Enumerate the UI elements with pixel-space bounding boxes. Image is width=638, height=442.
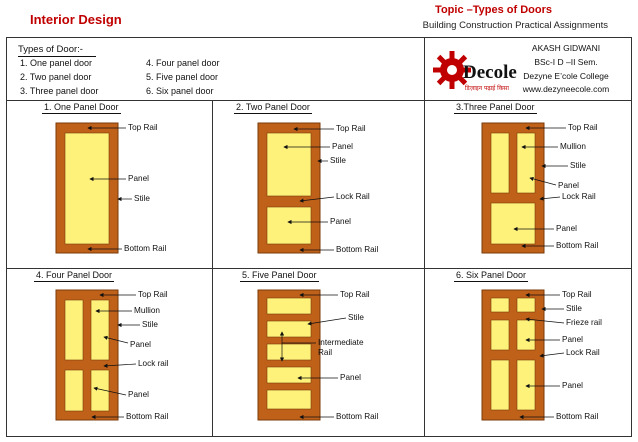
label-stile: Stile [330, 156, 346, 165]
author-name: AKASH GIDWANI [531, 43, 601, 53]
label-stile: Stile [570, 161, 586, 170]
author-class: BSc-I D –II Sem. [534, 57, 598, 67]
label-stile: Stile [142, 320, 158, 329]
label-bottom-rail: Bottom Rail [556, 241, 599, 250]
type-item-4: 4. Four panel door [146, 58, 220, 68]
label-bottom-rail: Bottom Rail [556, 412, 599, 421]
label-panel: Panel [562, 335, 583, 344]
label-bottom-rail: Bottom Rail [126, 412, 169, 421]
label-panel: Panel [128, 174, 149, 183]
label-bottom-rail: Bottom Rail [336, 245, 379, 254]
svg-text:Decole: Decole [463, 62, 517, 83]
type-item-1: 1. One panel door [20, 58, 93, 68]
label-panel: Panel [130, 340, 151, 349]
label-panel: Panel [558, 181, 579, 190]
label-panel-lower: Panel [330, 217, 351, 226]
label-lock-rail: Lock Rail [562, 192, 596, 201]
type-item-5: 5. Five panel door [146, 72, 219, 82]
label-lock-rail: Lock Rail [566, 348, 600, 357]
type-item-6: 6. Six panel door [146, 86, 214, 96]
types-title: Types of Door:- [18, 44, 83, 55]
topic-heading: Topic –Types of Doors [435, 4, 552, 16]
label-mullion: Mullion [134, 306, 160, 315]
subtitle: Building Construction Practical Assignments [422, 20, 608, 31]
section-title-four-panel: 4. Four Panel Door [36, 270, 113, 280]
label-rail: Rail [318, 348, 333, 357]
label-stile: Stile [134, 194, 150, 203]
label-intermediate: Intermediate [318, 338, 364, 347]
label-bottom-rail: Bottom Rail [336, 412, 379, 421]
college-website: www.dezyneecole.com [522, 84, 610, 94]
label-panel: Panel [332, 142, 353, 151]
label-mullion: Mullion [560, 142, 586, 151]
label-panel: Panel [340, 373, 361, 382]
label-stile: Stile [566, 304, 582, 313]
college-name: Dezyne E’cole College [523, 71, 609, 81]
section-title-two-panel: 2. Two Panel Door [236, 102, 310, 112]
label-frieze-rail: Frieze rail [566, 318, 602, 327]
label-panel-lower: Panel [562, 381, 583, 390]
label-top-rail: Top Rail [568, 123, 598, 132]
label-stile: Stile [348, 313, 364, 322]
section-title-one-panel: 1. One Panel Door [44, 102, 119, 112]
label-top-rail: Top Rail [340, 290, 370, 299]
label-top-rail: Top Rail [562, 290, 592, 299]
label-panel-lower: Panel [556, 224, 577, 233]
label-lock-rail: Lock Rail [336, 192, 370, 201]
type-item-2: 2. Two panel door [20, 72, 92, 82]
label-top-rail: Top Rail [336, 124, 366, 133]
label-top-rail: Top Rail [138, 290, 168, 299]
type-item-3: 3. Three panel door [20, 86, 99, 96]
page-title: Interior Design [30, 12, 122, 27]
label-panel-lower: Panel [128, 390, 149, 399]
svg-text:डिज़ाइन पढ़ाई किसा: डिज़ाइन पढ़ाई किसा [465, 85, 509, 92]
label-bottom-rail: Bottom Rail [124, 244, 167, 253]
label-top-rail: Top Rail [128, 123, 158, 132]
label-lock-rail: Lock rail [138, 359, 169, 368]
section-title-three-panel: 3.Three Panel Door [456, 102, 535, 112]
section-title-five-panel: 5. Five Panel Door [242, 270, 317, 280]
section-title-six-panel: 6. Six Panel Door [456, 270, 527, 280]
